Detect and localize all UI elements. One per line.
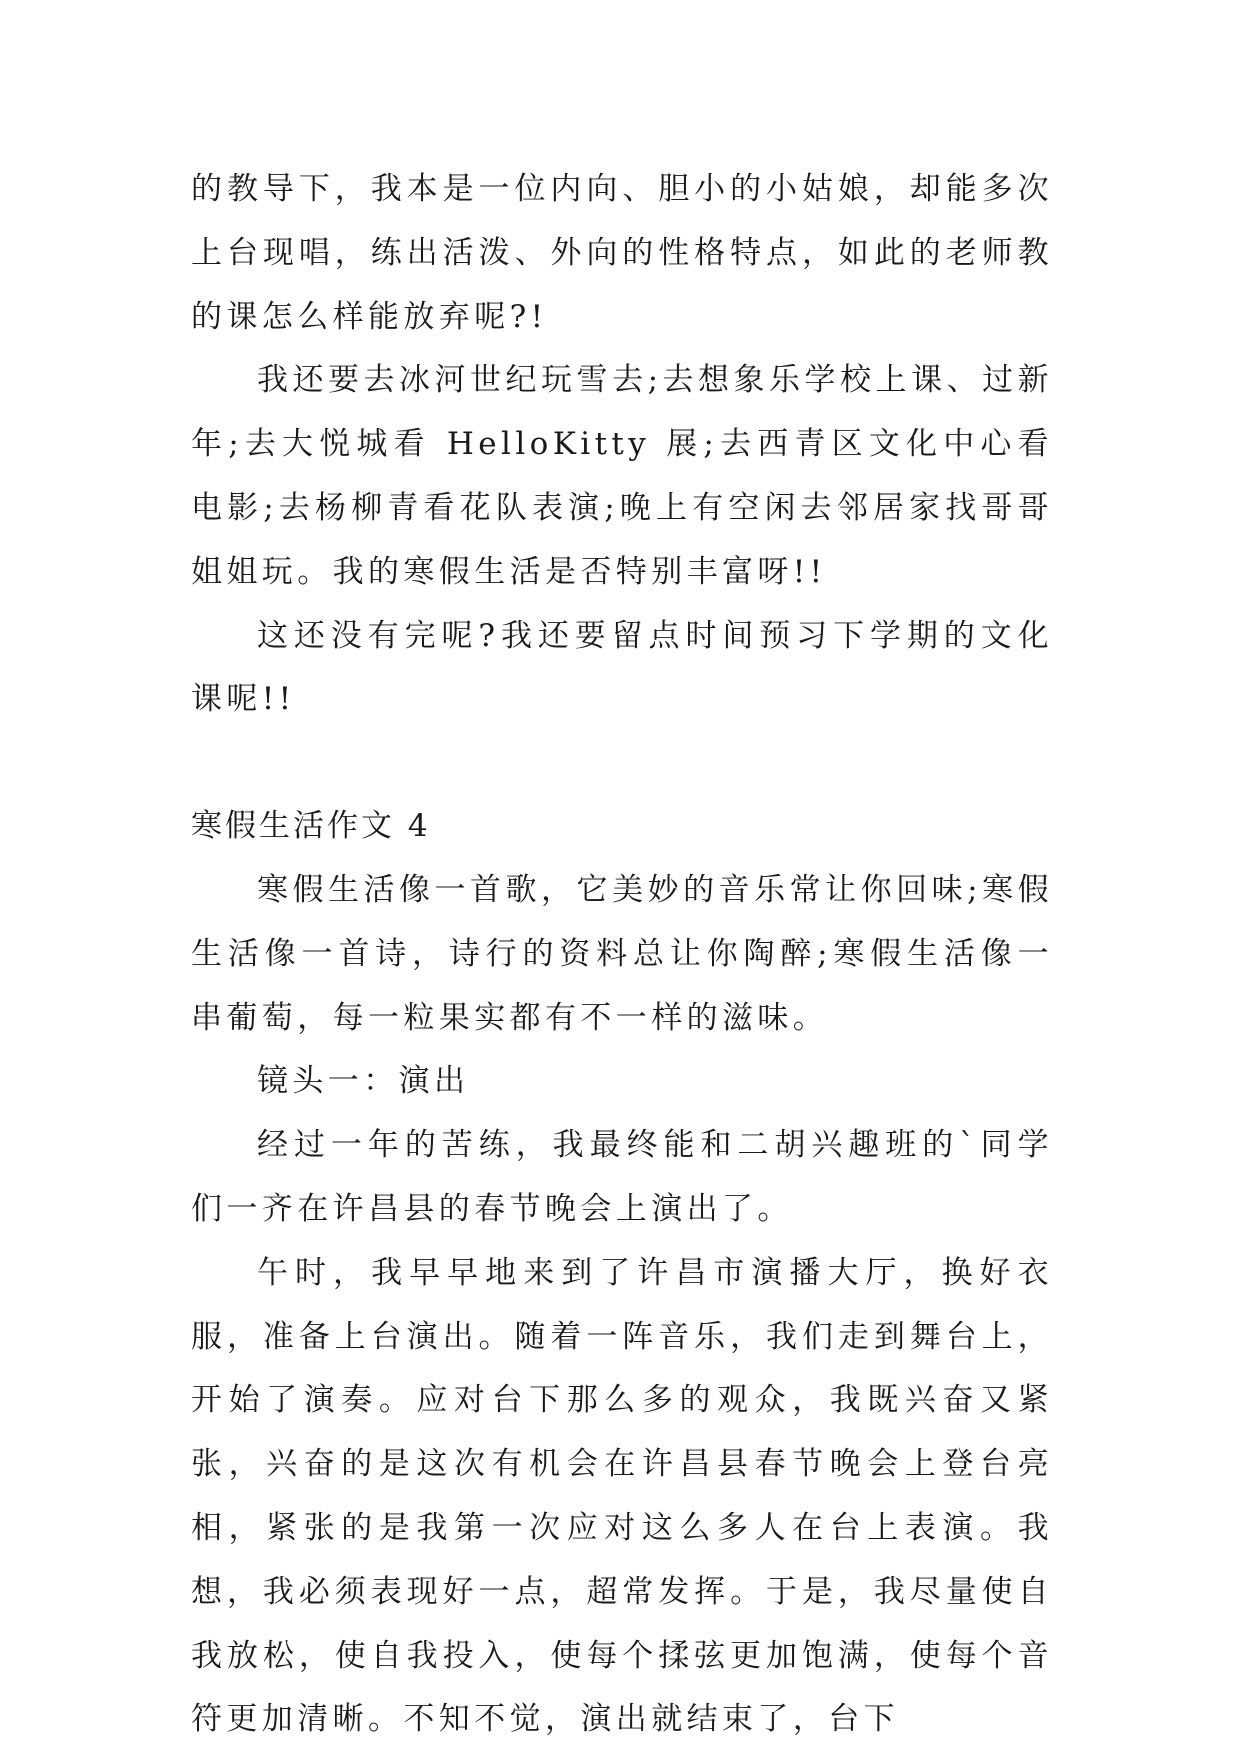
paragraph: 经过一年的苦练，我最终能和二胡兴趣班的`同学们一齐在许昌县的春节晚会上演出了。	[191, 1127, 1053, 1227]
section-title: 寒假生活作文 4	[191, 808, 431, 845]
paragraph: 这还没有完呢?我还要留点时间预习下学期的文化课呢!!	[191, 617, 1053, 718]
paragraph: 午时，我早早地来到了许昌市演播大厅，换好衣服，准备上台演出。随着一阵音乐，我们走到舞台上，开始了演奏。应对台下那么多的观众，我既兴奋又紧张，兴奋的是这次有机会在许昌县春节晚会上登台亮相，紧张的是我第一次应对这么多人在台上表演。我想，我必须表现好一点，超常发挥。于是，我尽量使自我放松，使自我投入，使每个揉弦更加饱满，使每个音符更加清晰。不知不觉，演出就结束了，台下	[191, 1254, 1053, 1738]
scene-subheading: 镜头一：演出	[257, 1063, 470, 1100]
paragraph: 的教导下，我本是一位内向、胆小的小姑娘，却能多次上台现唱，练出活泼、外向的性格特点，如此的老师教的课怎么样能放弃呢?!	[191, 171, 1053, 335]
document-body	[191, 158, 1053, 1752]
section-spacer	[191, 732, 1053, 795]
paragraph: 我还要去冰河世纪玩雪去;去想象乐学校上课、过新年;去大悦城看 HelloKitty 展;去西青区文化中心看电影;去杨柳青看花队表演;晚上有空闲去邻居家找哥哥姐姐玩。我的寒假生活是否特别丰富呀!!	[191, 362, 1053, 590]
paragraph: 寒假生活像一首歌，它美妙的音乐常让你回味;寒假生活像一首诗，诗行的资料总让你陶醉;寒假生活像一串葡萄，每一粒果实都有不一样的滋味。	[191, 871, 1053, 1036]
